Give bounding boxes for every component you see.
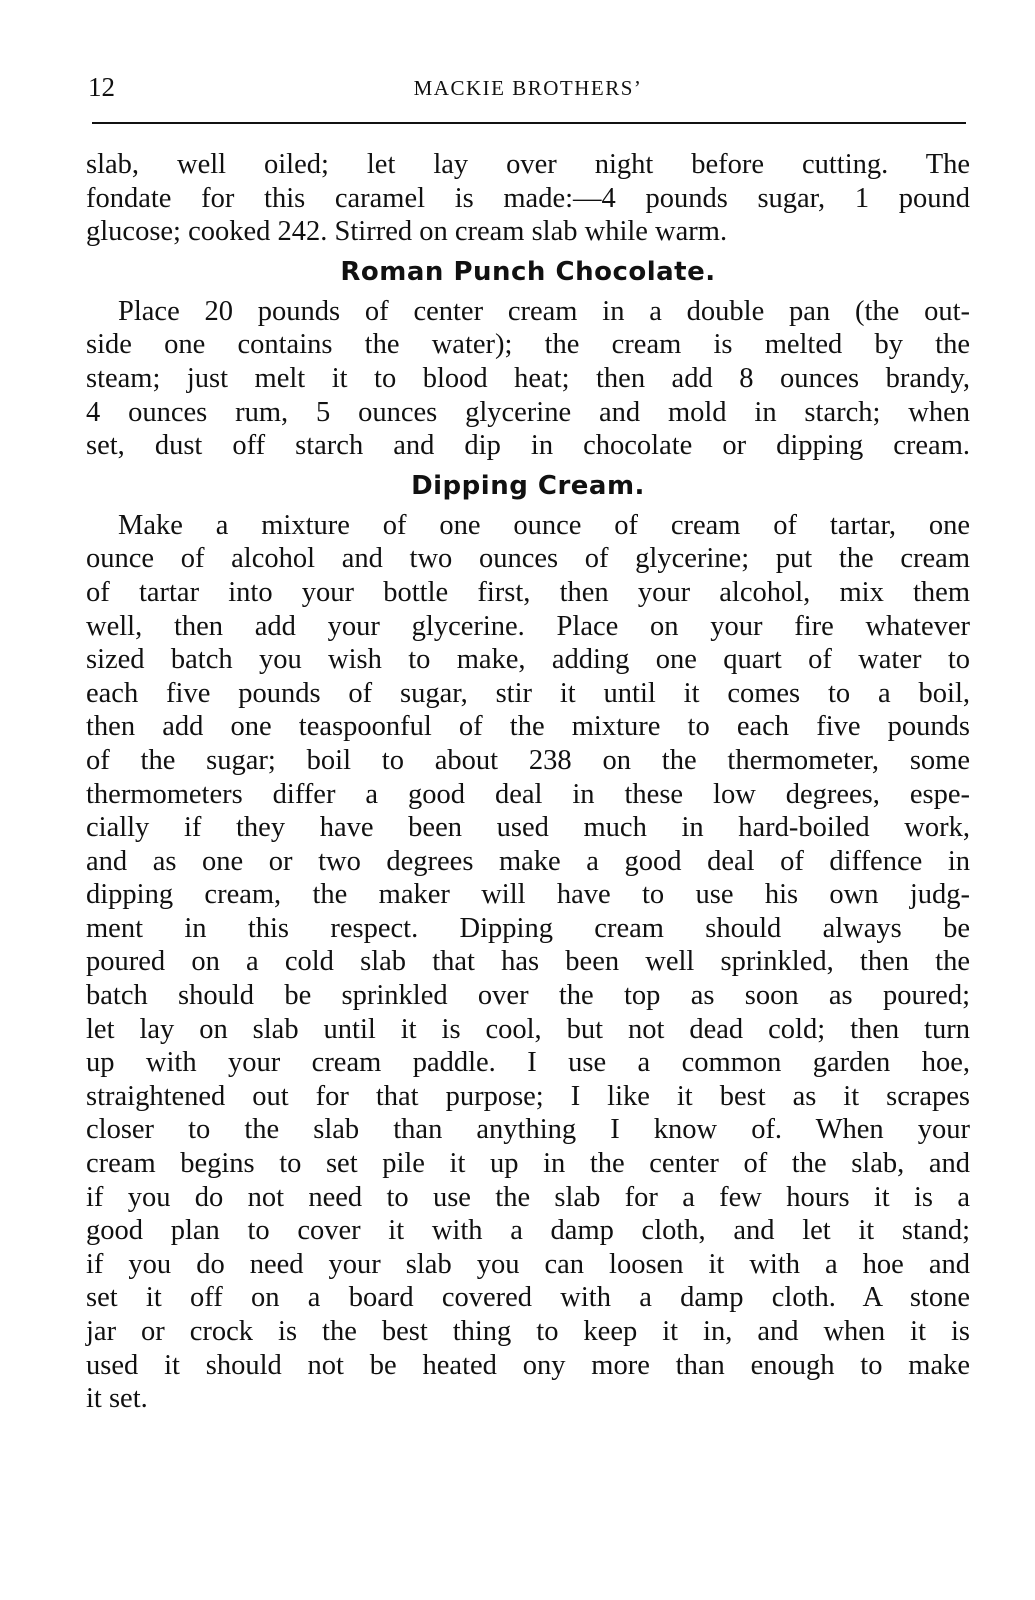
text-line: each five pounds of sugar, stir it until it comes to a boil, — [86, 677, 970, 709]
text-line: glucose; cooked 242. Stirred on cream slab while warm. — [86, 216, 728, 248]
page-number: 12 — [88, 72, 115, 102]
text-line: set it off on a board covered with a damp cloth. A stone — [86, 1282, 970, 1314]
text-line: ment in this respect. Dipping cream should always be — [86, 912, 970, 944]
body-text — [86, 148, 970, 1416]
text-line: side one contains the water); the cream is melted by the — [86, 329, 970, 361]
text-line: Make a mixture of one ounce of cream of tartar, one — [118, 509, 970, 541]
text-line: batch should be sprinkled over the top as soon as poured; — [86, 980, 970, 1012]
running-title: MACKIE BROTHERS’ — [413, 76, 643, 100]
text-line: and as one or two degrees make a good deal of diffence in — [86, 845, 970, 877]
text-line: cially if they have been used much in hard-boiled work, — [86, 812, 970, 844]
text-line: it set. — [86, 1383, 148, 1415]
text-line: straightened out for that purpose; I like it best as it scrapes — [86, 1080, 970, 1112]
text-line: Place 20 pounds of center cream in a double pan (the out- — [118, 295, 970, 327]
intro-paragraph — [86, 148, 970, 249]
section-heading: Dipping Cream. — [411, 470, 645, 501]
text-line: up with your cream paddle. I use a common garden hoe, — [86, 1047, 970, 1079]
section-roman-punch-chocolate — [86, 249, 970, 463]
text-line: poured on a cold slab that has been well sprinkled, then the — [86, 946, 970, 978]
text-line: set, dust off starch and dip in chocolate or dipping cream. — [86, 430, 970, 462]
text-line: steam; just melt it to blood heat; then add 8 ounces brandy, — [86, 362, 970, 394]
text-line: thermometers differ a good deal in these low degrees, espe- — [86, 778, 970, 810]
text-line: of tartar into your bottle first, then your alcohol, mix them — [86, 576, 970, 608]
text-line: dipping cream, the maker will have to use his own judg- — [86, 879, 970, 911]
text-line: closer to the slab than anything I know of. When your — [86, 1114, 970, 1146]
text-line: jar or crock is the best thing to keep it in, and when it is — [86, 1316, 970, 1347]
section-heading: Roman Punch Chocolate. — [340, 256, 716, 287]
text-line: of the sugar; boil to about 238 on the thermometer, some — [86, 744, 970, 776]
text-line: used it should not be heated ony more than enough to make — [86, 1349, 970, 1381]
text-line: cream begins to set pile it up in the center of the slab, and — [86, 1148, 970, 1180]
text-line: let lay on slab until it is cool, but not dead cold; then turn — [86, 1013, 970, 1045]
section-dipping-cream — [86, 463, 970, 1416]
text-line: sized batch you wish to make, adding one quart of water to — [86, 644, 970, 676]
header-rule — [92, 122, 966, 124]
text-line: if you do need your slab you can loosen it with a hoe and — [86, 1248, 970, 1280]
text-line: well, then add your glycerine. Place on your fire whatever — [86, 610, 970, 642]
text-line: fondate for this caramel is made:—4 pounds sugar, 1 pound — [86, 182, 970, 214]
text-line: good plan to cover it with a damp cloth, and let it stand; — [86, 1215, 970, 1247]
text-line: 4 ounces rum, 5 ounces glycerine and mold in starch; when — [86, 396, 970, 428]
text-line: then add one teaspoonful of the mixture to each five pounds — [86, 711, 970, 743]
text-line: if you do not need to use the slab for a few hours it is a — [86, 1181, 970, 1213]
text-line: slab, well oiled; let lay over night before cutting. The — [86, 149, 970, 180]
page-header — [88, 72, 968, 112]
text-line: ounce of alcohol and two ounces of glycerine; put the cream — [86, 543, 970, 575]
